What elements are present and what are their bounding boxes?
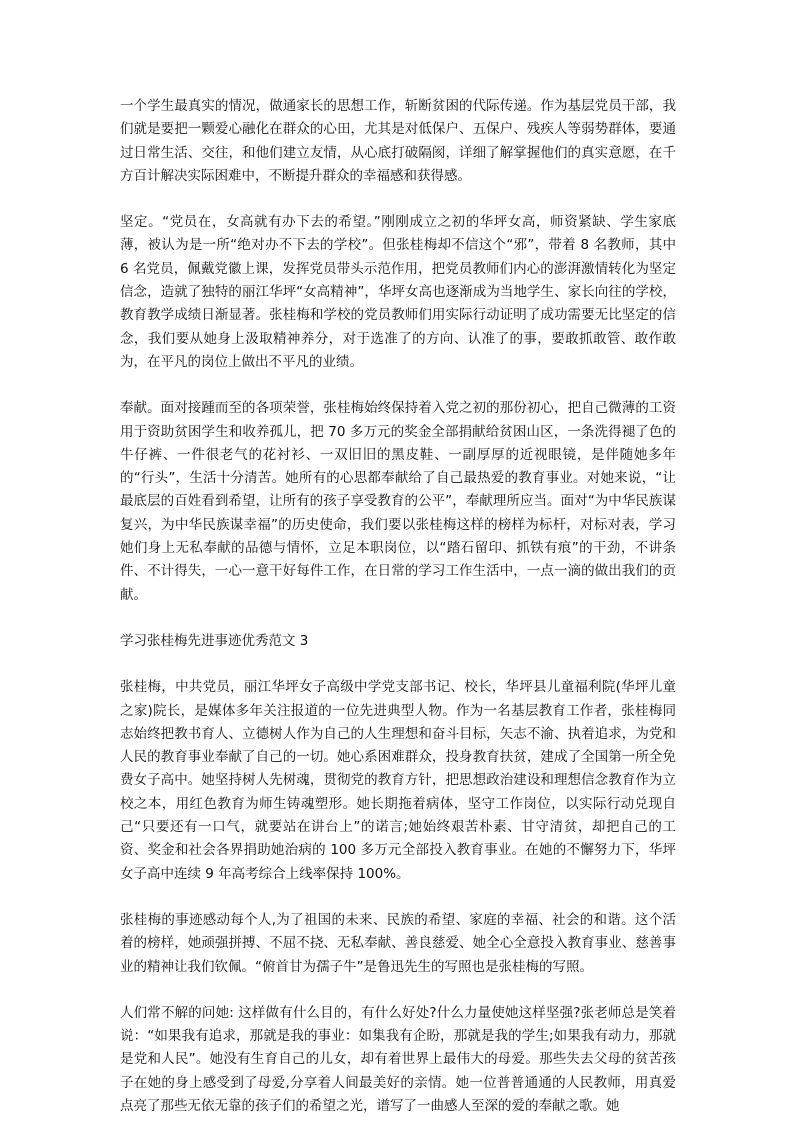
paragraph-5: 张桂梅的事迹感动每个人,为了祖国的未来、民族的希望、家庭的幸福、社会的和谐。这个活着的榜样，她顽强拼搏、不屈不挠、无私奉献、善良慈爱、她全心全意投入教育事业、慈善事业的精神让我们钦佩。“俯首甘为孺子牛”是鲁迅先生的写照也是张桂梅的写照。: [120, 911, 676, 975]
section-heading: 学习张桂梅先进事迹优秀范文 3: [120, 632, 309, 649]
paragraph-6: 人们常不解的问她: 这样做有什么目的，有什么好处?什么力量使她这样坚强?张老师总是笑着说：“如果我有追求，那就是我的事业：如集我有企盼，那就是我的学生;如果我有动力，那就是党和人民”。她没有生育自己的儿女，却有着世界上最伟大的母爱。那些失去父母的贫苦孩子在她的身上感受到了母爱,分享着人间最美好的亲情。她一位普普通通的人民教师，用真爱点亮了那些无依无靠的孩子们的希望之光，谱写了一曲感人至深的爱的奉献之歌。她: [120, 1004, 676, 1114]
paragraph-2: 坚定。“党员在，女高就有办下去的希望。”刚刚成立之初的华坪女高，师资紧缺、学生家底薄，被认为是一所“绝对办不下去的学校”。但张桂梅却不信这个“邪”，带着 8 名教师，其中 6 名党员，佩戴党徽上课，发挥党员带头示范作用，把党员教师们内心的澎湃激情转化为坚定信念，造就了独特的丽江华坪“女高精神”，华坪女高也逐渐成为当地学生、家长向往的学校，教育教学成绩日渐显著。张桂梅和学校的党员教师们用实际行动证明了成功需要无比坚定的信念，我们要从她身上汲取精神养分，对于选准了的方向、认准了的事，要敢抓敢管、敢作敢为，在平凡的岗位上做出不平凡的业绩。: [120, 214, 676, 370]
document-body: [120, 95, 676, 1141]
paragraph-3: 奉献。面对接踵而至的各项荣誉，张桂梅始终保持着入党之初的那份初心，把自己微薄的工资用于资助贫困学生和收养孤儿，把 70 多万元的奖金全部捐献给贫困山区，一条洗得褪了色的牛仔裤、一件很老气的花衬衫、一双旧旧的黑皮鞋、一副厚厚的近视眼镜，是伴随她多年的“行头”，生活十分清苦。她所有的心思都奉献给了自己最热爱的教育事业。对她来说，“让最底层的百姓看到希望，让所有的孩子享受教育的公平”，奉献理所应当。面对“为中华民族谋复兴，为中华民族谋幸福”的历史使命，我们要以张桂梅这样的榜样为标杆，对标对表，学习她们身上无私奉献的品德与情怀，立足本职岗位，以“踏石留印、抓铁有痕”的干劲，不讲条件、不计得失，一心一意干好每件工作，在日常的学习工作生活中，一点一滴的做出我们的贡献。: [120, 400, 676, 603]
paragraph-4: 张桂梅，中共党员，丽江华坪女子高级中学党支部书记、校长，华坪县儿童福利院(华坪儿童之家)院长，是媒体多年关注报道的一位先进典型人物。作为一名基层教育工作者，张桂梅同志始终把教书育人、立德树人作为自己的人生理想和奋斗目标，矢志不渝、执着追求，为党和人民的教育事业奉献了自己的一切。她心系困难群众，投身教育扶贫，建成了全国第一所全免费女子高中。她坚持树人先树魂，贯彻党的教育方针，把思想政治建设和理想信念教育作为立校之本，用红色教育为师生铸魂塑形。她长期拖着病体，坚守工作岗位，以实际行动兑现自己“只要还有一口气，就要站在讲台上”的诺言;她始终艰苦朴素、甘守清贫，却把自己的工资、奖金和社会各界捐助她治病的 100 多万元全部投入教育事业。在她的不懈努力下，华坪女子高中连续 9 年高考综合上线率保持 100%。: [120, 679, 676, 882]
paragraph-1: 一个学生最真实的情况，做通家长的思想工作，斩断贫困的代际传递。作为基层党员干部，我们就是要把一颗爱心融化在群众的心田，尤其是对低保户、五保户、残疾人等弱势群体，要通过日常生活、交往，和他们建立友情，从心底打破隔阂，详细了解掌握他们的真实意愿，在千方百计解决实际困难中，不断提升群众的幸福感和获得感。: [120, 98, 676, 184]
